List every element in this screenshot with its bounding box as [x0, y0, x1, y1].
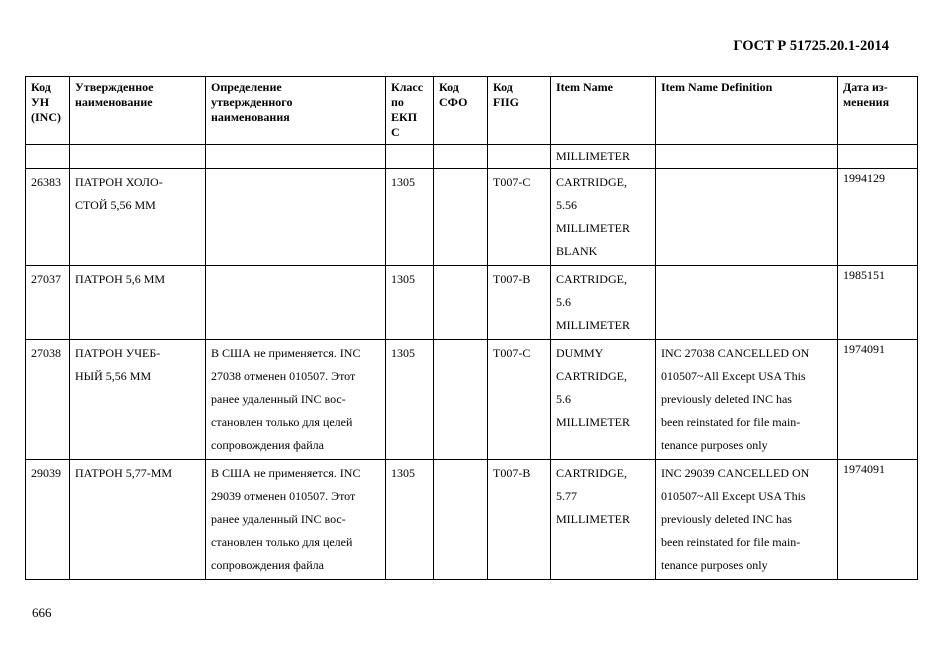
- text-line: сопровождения файла: [211, 558, 324, 572]
- cell-class: [386, 145, 434, 169]
- col-header-name: [70, 77, 206, 145]
- text-line: FIIG: [493, 95, 520, 109]
- date-value: 1974091: [843, 342, 885, 356]
- cell-item-name: [551, 340, 656, 460]
- text-line: Код: [31, 80, 51, 94]
- text-line: 5.77: [556, 489, 577, 503]
- text-line: Item Name: [556, 80, 613, 94]
- date-value: 1985151: [843, 268, 885, 282]
- cell-class: 1305: [386, 266, 434, 340]
- cell-class: 1305: [386, 460, 434, 580]
- cell-item-name: [551, 169, 656, 266]
- text-line: НЫЙ 5,56 ММ: [75, 369, 152, 383]
- continuation-row: [26, 145, 918, 169]
- text-line: MILLIMETER: [556, 512, 630, 526]
- col-header-fiig: [488, 77, 551, 145]
- cell-inc: 27037: [26, 266, 70, 340]
- cell-definition: [206, 340, 386, 460]
- document-header: ГОСТ Р 51725.20.1-2014: [733, 38, 889, 54]
- text-line: становлен только для целей: [211, 535, 353, 549]
- col-header-inc: [26, 77, 70, 145]
- cell-date: [838, 266, 918, 340]
- cell-item-definition: [656, 169, 838, 266]
- cell-name: [70, 460, 206, 580]
- text-line: СФО: [439, 95, 468, 109]
- text-line: наименования: [211, 110, 290, 124]
- text-line: Код: [493, 80, 513, 94]
- cell-item-name: [551, 460, 656, 580]
- cell-date: [838, 145, 918, 169]
- text-line: Дата из-: [843, 80, 888, 94]
- text-line: Утвержденное: [75, 80, 154, 94]
- text-line: СТОЙ 5,56 ММ: [75, 198, 156, 212]
- cell-definition: [206, 169, 386, 266]
- cell-sfo: [434, 460, 488, 580]
- col-header-class: [386, 77, 434, 145]
- text-line: 5.6: [556, 392, 571, 406]
- col-header-date: [838, 77, 918, 145]
- table-header-row: [26, 77, 918, 145]
- text-line: 27038 отменен 010507. Этот: [211, 369, 356, 383]
- text-line: 5.6: [556, 295, 571, 309]
- text-line: MILLIMETER: [556, 415, 630, 429]
- table-row: [26, 266, 918, 340]
- date-value: 1994129: [843, 171, 885, 185]
- table-row: [26, 460, 918, 580]
- text-line: В США не применяется. INC: [211, 466, 361, 480]
- cell-sfo: [434, 266, 488, 340]
- cell-item-name: [551, 266, 656, 340]
- text-line: С: [391, 125, 400, 139]
- cell-inc: 26383: [26, 169, 70, 266]
- text-line: CARTRIDGE,: [556, 369, 627, 383]
- cell-item-definition: [656, 266, 838, 340]
- text-line: Код: [439, 80, 459, 94]
- cell-item-name: MILLIMETER: [551, 145, 656, 169]
- cell-fiig: T007-B: [488, 460, 551, 580]
- cell-sfo: [434, 145, 488, 169]
- text-line: утвержденного: [211, 95, 293, 109]
- page-number: 666: [32, 605, 52, 620]
- text-line: MILLIMETER: [556, 318, 630, 332]
- cell-name: [70, 145, 206, 169]
- text-line: ЕКП: [391, 110, 418, 124]
- text-line: 29039 отменен 010507. Этот: [211, 489, 356, 503]
- cell-sfo: [434, 169, 488, 266]
- text-line: по: [391, 95, 404, 109]
- text-line: been reinstated for file main-: [661, 415, 801, 429]
- cell-item-definition: [656, 340, 838, 460]
- cell-inc: 29039: [26, 460, 70, 580]
- cell-class: 1305: [386, 340, 434, 460]
- cell-item-definition: [656, 145, 838, 169]
- text-line: сопровождения файла: [211, 438, 324, 452]
- cell-fiig: T007-C: [488, 340, 551, 460]
- text-line: наименование: [75, 95, 153, 109]
- text-line: ранее удаленный INC вос-: [211, 512, 346, 526]
- col-header-sfo: [434, 77, 488, 145]
- cell-item-definition: [656, 460, 838, 580]
- date-value: 1974091: [843, 462, 885, 476]
- col-header-item-name: [551, 77, 656, 145]
- text-line: ПАТРОН 5,77-ММ: [75, 466, 173, 480]
- text-line: previously deleted INC has: [661, 512, 792, 526]
- col-header-definition: [206, 77, 386, 145]
- text-line: tenance purposes only: [661, 438, 768, 452]
- text-line: previously deleted INC has: [661, 392, 792, 406]
- text-line: CARTRIDGE,: [556, 272, 627, 286]
- text-line: CARTRIDGE,: [556, 175, 627, 189]
- cell-sfo: [434, 340, 488, 460]
- cell-name: [70, 266, 206, 340]
- cell-name: [70, 169, 206, 266]
- table-row: [26, 169, 918, 266]
- cell-inc: [26, 145, 70, 169]
- cell-fiig: T007-C: [488, 169, 551, 266]
- text-line: CARTRIDGE,: [556, 466, 627, 480]
- text-line: Item Name Definition: [661, 80, 773, 94]
- text-line: DUMMY: [556, 346, 604, 360]
- text-line: Определение: [211, 80, 282, 94]
- text-line: УН: [31, 95, 50, 109]
- text-line: been reinstated for file main-: [661, 535, 801, 549]
- text-line: tenance purposes only: [661, 558, 768, 572]
- text-line: (INC): [31, 110, 61, 124]
- col-header-item-definition: [656, 77, 838, 145]
- text-line: ПАТРОН ХОЛО-: [75, 175, 163, 189]
- text-line: 5.56: [556, 198, 577, 212]
- cell-fiig: T007-B: [488, 266, 551, 340]
- text-line: 010507~All Except USA This: [661, 489, 806, 503]
- text-line: Класс: [391, 80, 424, 94]
- text-line: становлен только для целей: [211, 415, 353, 429]
- cell-fiig: [488, 145, 551, 169]
- text-line: менения: [843, 95, 890, 109]
- cell-class: 1305: [386, 169, 434, 266]
- text-line: ранее удаленный INC вос-: [211, 392, 346, 406]
- cell-date: [838, 169, 918, 266]
- cell-definition: [206, 266, 386, 340]
- text-line: INC 27038 CANCELLED ON: [661, 346, 810, 360]
- text-line: В США не применяется. INC: [211, 346, 361, 360]
- cell-date: [838, 340, 918, 460]
- text-line: BLANK: [556, 244, 598, 258]
- cell-name: [70, 340, 206, 460]
- text-line: INC 29039 CANCELLED ON: [661, 466, 810, 480]
- text-line: ПАТРОН УЧЕБ-: [75, 346, 161, 360]
- inc-table: [25, 76, 918, 580]
- text-line: ПАТРОН 5,6 ММ: [75, 272, 166, 286]
- cell-inc: 27038: [26, 340, 70, 460]
- cell-definition: [206, 145, 386, 169]
- cell-date: [838, 460, 918, 580]
- cell-definition: [206, 460, 386, 580]
- text-line: 010507~All Except USA This: [661, 369, 806, 383]
- table-row: [26, 340, 918, 460]
- text-line: MILLIMETER: [556, 221, 630, 235]
